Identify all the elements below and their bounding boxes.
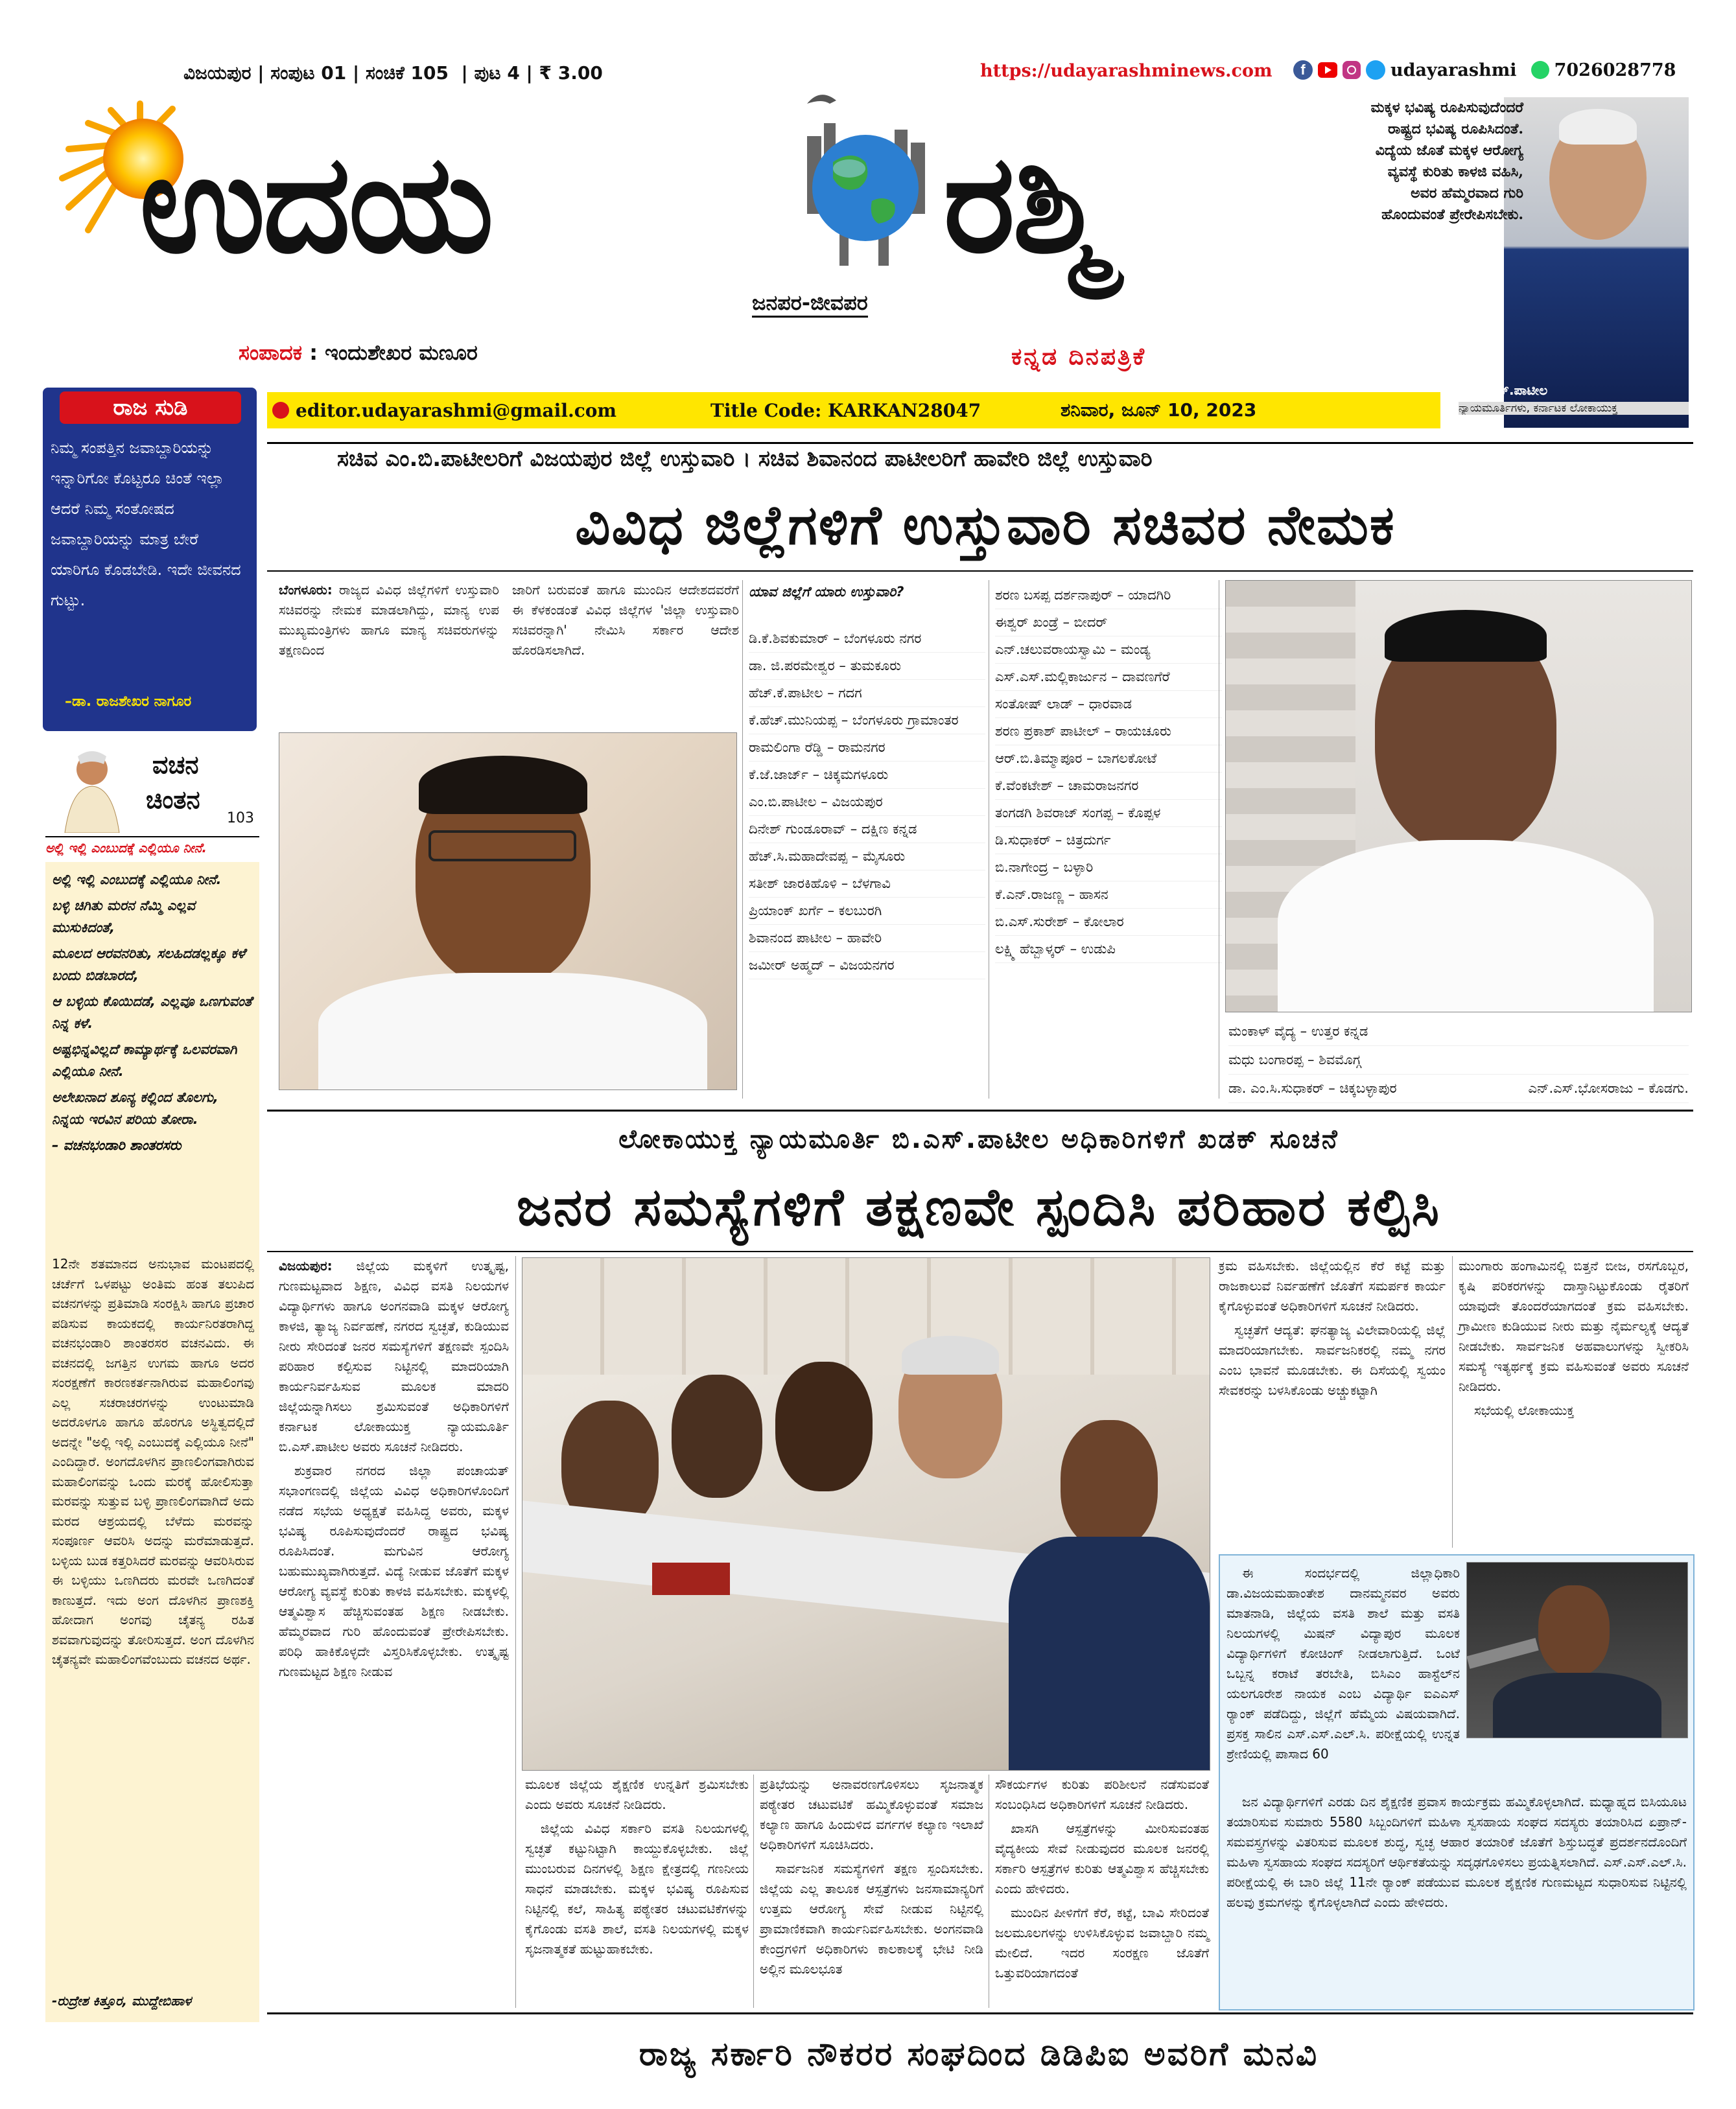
story2-kicker: ಲೋಕಾಯುಕ್ತ ನ್ಯಾಯಮೂರ್ತಿ ಬಿ.ಎಸ್.ಪಾಟೀಲ ಅಧಿಕಾರಿಗಳಿಗೆ ಖಡಕ್ ಸೂಚನೆ [618,1124,1339,1154]
quote-author: – ಬಿ.ಎಸ್.ಪಾಟೀಲ [1465,382,1548,398]
list-item: ಹೆಚ್.ಸಿ.ಮಹಾದೇವಪ್ಪ – ಮೈಸೂರು [749,843,985,870]
story2-col5b-text: ಸ್ವಚ್ಛತೆಗೆ ಆದ್ಯತೆ: ಘನತ್ಯಾಜ್ಯ ವಿಲೇವಾರಿಯಲ್ಲಿ ಜಿಲ್ಲೆ ಮಾದರಿಯಾಗಬೇಕು. ಸಾರ್ವಜನಿಕರಲ್ಲಿ ನಮ್ಮ ನಗರ ಎಂಬ ಭಾವನೆ ಮೂಡಬೇಕು. ಈ ದಿಸೆಯಲ್ಲಿ ಸ್ವಯಂ ಸೇವಕರನ್ನು ಬಳಸಿಕೊಂಡು ಅಚ್ಚುಕಟ್ಟಾಗಿ [1219,1322,1446,1398]
poem-line: ಬಳ್ಳಿ ಚಿಗಿತು ಮರನ ನೆಮ್ಮಿ ಎಲ್ಲವ ಮುಸುಕಿದಂತೆ, [52,898,195,935]
list-item: ಆರ್.ಬಿ.ತಿಮ್ಮಾಪೂರ – ಬಾಗಲಕೋಟೆ [995,745,1222,773]
list-item: ಮಧು ಬಂಗಾರಪ್ಪ – ಶಿವಮೊಗ್ಗ [1228,1052,1361,1067]
list-row [1228,1075,1689,1103]
story1-kicker: ಸಚಿವ ಎಂ.ಬಿ.ಪಾಟೀಲರಿಗೆ ವಿಜಯಪುರ ಜಿಲ್ಲೆ ಉಸ್ತುವಾರಿ । ಸಚಿವ ಶಿವಾನಂದ ಪಾಟೀಲರಿಗೆ ಹಾವೇರಿ ಜಿಲ್ಲೆ ಉಸ್ತುವಾರಿ [337,446,1153,472]
website-link[interactable]: https://udayarashminews.com [980,61,1273,81]
issue-label: ಸಂಚಿಕೆ 105 [366,62,449,84]
globe-icon [781,78,950,272]
divider [267,442,1693,444]
list-item: ಸಂತೋಷ್ ಲಾಡ್ – ಧಾರವಾಡ [995,691,1222,718]
price-label: ₹ 3.00 [539,62,603,84]
story1-lead2 [512,580,739,664]
portrait-photo [1504,97,1689,428]
poem-line: ಮೂಲದ ಆರವನರಿತು, ಸಲಹಿದಡಲ್ಲಕ್ಕೂ ಕಳೆ ಬಂದು ಬಿಡಬಾರದೆ, [52,946,246,983]
bottom-headline: ರಾಜ್ಯ ಸರ್ಕಾರಿ ನೌಕರರ ಸಂಘದಿಂದ ಡಿಡಿಪಿಐ ಅವರಿಗೆ ಮನವಿ [639,2035,1319,2073]
list-item: ಕೆ.ಜೆ.ಜಾರ್ಜ್ – ಚಿಕ್ಕಮಗಳೂರು [749,762,985,789]
quote-box [1361,97,1689,434]
list-item: ಡಾ. ಎಂ.ಸಿ.ಸುಧಾಕರ್ – ಚಿಕ್ಕಬಳ್ಳಾಪುರ [1228,1080,1397,1096]
story1-dateline: ಬೆಂಗಳೂರು: [279,582,333,598]
list-item: ಎನ್.ಎಸ್.ಭೋಸರಾಜು – ಕೊಡಗು. [1528,1080,1689,1096]
vachana-headline: ಅಲ್ಲಿ ಇಲ್ಲಿ ಎಂಬುದಕ್ಕೆ ಎಲ್ಲಿಯೂ ನೀನೆ. [45,840,207,856]
poem-line: ಅಲೇಖನಾದ ಶೂನ್ಯ ಕಲ್ಲಿಂದ ತೊಲಗು, ನಿನ್ನಯ ಇರವಿನ ಪರಿಯ ತೋರಾ. [52,1089,218,1127]
list-item: ಈಶ್ವರ್ ಖಂಡ್ರೆ – ಬೀದರ್ [995,609,1222,636]
story2-col2-text: ಮೂಲಕ ಜಿಲ್ಲೆಯ ಶೈಕ್ಷಣಿಕ ಉನ್ನತಿಗೆ ಶ್ರಮಿಸಬೇಕು ಎಂದು ಅವರು ಸೂಚನೆ ನೀಡಿದರು. [525,1777,749,1812]
story1-lead2-text: ಜಾರಿಗೆ ಬರುವಂತೆ ಹಾಗೂ ಮುಂದಿನ ಆದೇಶದವರೆಗೆ ಈ ಕೆಳಕಂಡಂತೆ ವಿವಿಧ ಜಿಲ್ಲೆಗಳ 'ಜಿಲ್ಲಾ ಉಸ್ತುವಾರಿ ಸಚಿವರನ್ನಾಗಿ' ನೇಮಿಸಿ ಸರ್ಕಾರ ಆದೇಶ ಹೊರಡಿಸಲಾಗಿದೆ. [512,582,739,658]
list-item: ತಂಗಡಗಿ ಶಿವರಾಜ್ ಸಂಗಪ್ಪ – ಕೊಪ್ಪಳ [995,800,1222,827]
info-strip [267,392,1440,428]
vachana-poem [52,868,254,1156]
poem-line: ಅಲ್ಲಿ ಇಲ್ಲಿ ಎಂಬುದಕ್ಕೆ ಎಲ್ಲಿಯೂ ನೀನೆ. [52,872,222,887]
story2-col6-text: ಮುಂಗಾರು ಹಂಗಾಮಿನಲ್ಲಿ ಬಿತ್ತನೆ ಬೀಜ, ರಸಗೊಬ್ಬರ, ಕೃಷಿ ಪರಿಕರಗಳನ್ನು ದಾಸ್ತಾನಿಟ್ಟುಕೊಂಡು ರೈತರಿಗೆ ಯಾವುದೇ ತೊಂದರೆಯಾಗದಂತೆ ಕ್ರಮ ವಹಿಸಬೇಕು. ಗ್ರಾಮೀಣ ಕುಡಿಯುವ ನೀರು ಮತ್ತು ನೈರ್ಮಲ್ಯಕ್ಕೆ ಆದ್ಯತೆ ನೀಡಬೇಕು. ಸಾರ್ವಜನಿಕ ಅಹವಾಲುಗಳನ್ನು ಸ್ವೀಕರಿಸಿ ಸಮಸ್ಯೆ ಇತ್ಯರ್ಥಕ್ಕೆ ಕ್ರಮ ವಹಿಸುವಂತೆ ಅವರು ಸೂಚನೆ ನೀಡಿದರು. [1459,1258,1689,1394]
divider [267,1110,1693,1112]
list-item: ಡಾ. ಜಿ.ಪರಮೇಶ್ವರ – ತುಮಕೂರು [749,653,985,680]
list-item: ಕೆ.ಎನ್.ರಾಜಣ್ಣ – ಹಾಸನ [995,881,1222,909]
basavanna-icon [58,749,126,833]
story1-headline: ವಿವಿಧ ಜಿಲ್ಲೆಗಳಿಗೆ ಉಸ್ತುವಾರಿ ಸಚಿವರ ನೇಮಕ [575,493,1396,557]
title-right: ರಶ್ಮಿ [943,124,1103,283]
minister-photo [279,732,737,1090]
dc-photo [1466,1562,1688,1738]
story2-dateline: ವಿಜಯಪುರ: [279,1258,333,1274]
vachana-title1: ವಚನ [152,751,199,779]
list-item: ಬಿ.ಎಸ್.ಸುರೇಶ್ – ಕೋಲಾರ [995,909,1222,936]
divider [267,1251,1693,1252]
twitter-icon[interactable] [1366,60,1385,80]
sidebar-text1: ಈ ಸಂದರ್ಭದಲ್ಲಿ ಜಿಲ್ಲಾಧಿಕಾರಿ ಡಾ.ವಿಜಯಮಹಾಂತೇಶ ದಾನಮ್ಮನವರ ಅವರು ಮಾತನಾಡಿ, ಜಿಲ್ಲೆಯ ವಸತಿ ಶಾಲೆ ಮತ್ತು ವಸತಿ ನಿಲಯಗಳಲ್ಲಿ ಮಿಷನ್ ವಿದ್ಯಾಪುರ ಮೂಲಕ ವಿದ್ಯಾರ್ಥಿಗಳಿಗೆ ಕೋಚಿಂಗ್ ನೀಡಲಾಗುತ್ತಿದೆ. ಒಂಟೆ ಒಬ್ಬನ್ನ ಕರಾಟೆ ತರಬೇತಿ, ಬಿಸಿಎಂ ಹಾಸ್ಟೆಲ್‌ನ ಯಲಗೂರೇಶ ನಾಯಕ ಎಂಬ ವಿದ್ಯಾರ್ಥಿ ಐಎಎಸ್ ರ್‍ಯಾಂಕ್ ಪಡೆದಿದ್ದು, ಜಿಲ್ಲೆಗೆ ಹೆಮ್ಮೆಯ ವಿಷಯವಾಗಿದೆ. ಪ್ರಸಕ್ತ ಸಾಲಿನ ಎಸ್.ಎಸ್.ಎಲ್.ಸಿ. ಪರೀಕ್ಷೆಯಲ್ಲಿ ಉನ್ನತ ಶ್ರೇಣಿಯಲ್ಲಿ ಪಾಸಾದ 60 [1226,1565,1460,1762]
social-handle: udayarashmi [1390,60,1517,80]
list-item: ಎಂ.ಬಿ.ಪಾಟೀಲ – ವಿಜಯಪುರ [749,789,985,816]
list-item: ಕೆ.ಹೆಚ್.ಮುನಿಯಪ್ಪ – ಬೆಂಗಳೂರು ಗ್ರಾಮಾಂತರ [749,707,985,734]
story1-lead-text: ರಾಜ್ಯದ ವಿವಿಧ ಜಿಲ್ಲೆಗಳಿಗೆ ಉಸ್ತುವಾರಿ ಸಚಿವರನ್ನು ನೇಮಕ ಮಾಡಲಾಗಿದ್ದು, ಮಾನ್ಯ ಉಪ ಮುಖ್ಯಮಂತ್ರಿಗಳು ಹಾಗೂ ಮಾನ್ಯ ಸಚಿವರುಗಳನ್ನು ತಕ್ಷಣದಿಂದ [279,582,499,658]
story2-col4-text: ಸೌಕರ್ಯಗಳ ಕುರಿತು ಪರಿಶೀಲನೆ ನಡೆಸುವಂತೆ ಸಂಬಂಧಿಸಿದ ಅಧಿಕಾರಿಗಳಿಗೆ ಸೂಚನೆ ನೀಡಿದರು. [995,1777,1209,1812]
issue-info: ವಿಜಯಪುರ | ಸಂಪುಟ 01 | ಸಂಚಿಕೆ 105 | ಪುಟ 4 | ₹ 3.00 [183,62,603,84]
list-item: ಬಿ.ನಾಗೇಂದ್ರ – ಬಳ್ಳಾರಿ [995,854,1222,881]
minister-list-3 [1228,1018,1689,1103]
story2-col1b-text: ಶುಕ್ರವಾರ ನಗರದ ಜಿಲ್ಲಾ ಪಂಚಾಯತ್ ಸಭಾಂಗಣದಲ್ಲಿ ಜಿಲ್ಲೆಯ ವಿವಿಧ ಅಧಿಕಾರಿಗಳೊಂದಿಗೆ ನಡೆದ ಸಭೆಯ ಅಧ್ಯಕ್ಷತೆ ವಹಿಸಿದ್ದ ಅವರು, ಮಕ್ಕಳ ಭವಿಷ್ಯ ರೂಪಿಸುವುದೆಂದರೆ ರಾಷ್ಟ್ರದ ಭವಿಷ್ಯ ರೂಪಿಸಿದಂತೆ. ಮಗುವಿನ ಆರೋಗ್ಯ ಬಹುಮುಖ್ಯವಾಗಿರುತ್ತದೆ. ವಿದ್ಯೆ ನೀಡುವ ಜೊತೆಗೆ ಮಕ್ಕಳ ಆರೋಗ್ಯ ವ್ಯವಸ್ಥೆ ಕುರಿತು ಕಾಳಜಿ ವಹಿಸಬೇಕು. ಮಕ್ಕಳಲ್ಲಿ ಆತ್ಮವಿಶ್ವಾಸ ಹೆಚ್ಚಿಸುವಂತಹ ಶಿಕ್ಷಣ ನೀಡಬೇಕು. ಹೆಮ್ಮರವಾದ ಗುರಿ ಹೊಂದುವಂತೆ ಪ್ರೇರೇಪಿಸಬೇಕು. ಪರಿಧಿ ಹಾಕಿಕೊಳ್ಳದೇ ವಿಸ್ತರಿಸಿಕೊಳ್ಳಬೇಕು. ಉತ್ಕೃಷ್ಟ ಗುಣಮಟ್ಟದ ಶಿಕ್ಷಣ ನೀಡುವ [279,1463,509,1679]
raja-sudi-author: –ಡಾ. ರಾಜಶೇಖರ ನಾಗೂರ [65,693,192,710]
vachana-body: 12ನೇ ಶತಮಾನದ ಅನುಭಾವ ಮಂಟಪದಲ್ಲಿ ಚರ್ಚೆಗೆ ಒಳಪಟ್ಟು ಅಂತಿಮ ಹಂತ ತಲುಪಿದ ವಚನಗಳನ್ನು ಪ್ರತಿಮಾಡಿ ಸಂರಕ್ಷಿಸಿ ಹಾಗೂ ಪ್ರಚಾರ ಪಡಿಸುವ ಕಾಯಕದಲ್ಲಿ ಕಾರ್ಯನಿರತರಾಗಿದ್ದ ವಚನಭಂಡಾರಿ ಶಾಂತರಸರ ವಚನವಿದು. ಈ ವಚನದಲ್ಲಿ ಜಗತ್ತಿನ ಉಗಮ ಹಾಗೂ ಅದರ ಸಂರಕ್ಷಣೆಗೆ ಕಾರಣಕರ್ತನಾಗಿರುವ ಮಹಾಲಿಂಗವು ಎಲ್ಲ ಸಚರಾಚರಗಳನ್ನು ಉಂಟುಮಾಡಿ ಅದರೊಳಗೂ ಹಾಗೂ ಹೊರಗೂ ಅಸ್ಥಿತ್ವದಲ್ಲಿದೆ ಅದನ್ನೇ "ಅಲ್ಲಿ ಇಲ್ಲಿ ಎಂಬುದಕ್ಕೆ ಎಲ್ಲಿಯೂ ನೀನೆ" ಎಂದಿದ್ದಾರೆ. ಅಂಗದೊಳಗಿನ ಪ್ರಾಣಲಿಂಗವಾಗಿರುವ ಮಹಾಲಿಂಗವನ್ನು ಒಂದು ಮರಕ್ಕೆ ಹೋಲಿಸುತ್ತಾ ಮರವನ್ನು ಸುತ್ತುವ ಬಳ್ಳಿ ಪ್ರಾಣಲಿಂಗವಾಗಿದೆ ಅದು ಮರದ ಆಶ್ರಯದಲ್ಲಿ ಬೆಳೆದು ಮರವನ್ನು ಸಂಪೂರ್ಣ ಆವರಿಸಿ ಅದನ್ನು ಮರೆಮಾಡುತ್ತದೆ. ಬಳ್ಳಿಯ ಬುಡ ಕತ್ತರಿಸಿದರೆ ಮರವನ್ನು ಆವರಿಸಿರುವ ಈ ಬಳ್ಳಿಯು ಒಣಗಿದರು ಮರವೇ ಒಣಗಿದಂತೆ ಕಾಣುತ್ತದೆ. ಇದು ಅಂಗ ದೊಳಗಿನ ಪ್ರಾಣಶಕ್ತಿ ಹೋದಾಗ ಅಂಗವು ಚೈತನ್ಯ ರಹಿತ ಶವವಾಗುವುದನ್ನು ತೋರಿಸುತ್ತದೆ. ಅಂಗ ದೊಳಗಿನ ಚೈತನ್ಯವೇ ಮಹಾಲಿಂಗವೆಂಬುದು ವಚನದ ಅರ್ಥ. [52,1256,254,1667]
list-item: ಎನ್.ಚಲುವರಾಯಸ್ವಾಮಿ – ಮಂಡ್ಯ [995,636,1222,664]
divider [515,1256,516,2008]
list-item: ಶರಣ ಬಸಪ್ಪ ದರ್ಶನಾಪುರ್ – ಯಾದಗಿರಿ [995,582,1222,609]
story2-col4c-text: ಮುಂದಿನ ಪೀಳಿಗೆಗೆ ಕೆರೆ, ಕಟ್ಟೆ, ಬಾವಿ ಸೇರಿದಂತೆ ಜಲಮೂಲಗಳನ್ನು ಉಳಿಸಿಕೊಳ್ಳುವ ಜವಾಬ್ದಾರಿ ನಮ್ಮ ಮೇಲಿದೆ. ಇದರ ಸಂರಕ್ಷಣ ಜೊತೆಗೆ ಒತ್ತುವರಿಯಾಗದಂತೆ [995,1905,1209,1981]
list-item: ಡಿ.ಕೆ.ಶಿವಕುಮಾರ್ – ಬೆಂಗಳೂರು ನಗರ [749,625,985,653]
list-item: ಶಿವಾನಂದ ಪಾಟೀಲ – ಹಾವೇರಿ [749,925,985,952]
minister-list-1 [749,625,985,979]
story2-col5-text: ಕ್ರಮ ವಹಿಸಬೇಕು. ಜಿಲ್ಲೆಯಲ್ಲಿನ ಕೆರೆ ಕಟ್ಟೆ ಮತ್ತು ರಾಜಕಾಲುವೆ ನಿರ್ವಹಣೆಗೆ ಜೊತೆಗೆ ಸಮರ್ಪಕ ಕಾರ್ಯ ಕೈಗೊಳ್ಳುವಂತೆ ಅಧಿಕಾರಿಗಳಿಗೆ ಸೂಚನೆ ನೀಡಿದರು. [1219,1258,1446,1314]
list-item: ಶರಣ ಪ್ರಕಾಶ್ ಪಾಟೀಲ್ – ರಾಯಚೂರು [995,718,1222,745]
minister-list-2 [995,582,1222,963]
divider [267,2012,1693,2014]
poem-line: ಆ ಬಳ್ಳಿಯ ಕೊಯಿದಡೆ, ಎಲ್ಲವೂ ಒಣಗುವಂತೆ ನಿನ್ನ ಕಳೆ. [52,994,252,1031]
story2-col4b-text: ಖಾಸಗಿ ಆಸ್ಪತ್ರೆಗಳನ್ನು ಮೀರಿಸುವಂತಹ ವೈದ್ಯಕೀಯ ಸೇವೆ ನೀಡುವುದರ ಮೂಲಕ ಜನರಲ್ಲಿ ಸರ್ಕಾರಿ ಆಸ್ಪತ್ರೆಗಳ ಕುರಿತು ಆತ್ಮವಿಶ್ವಾಸ ಹೆಚ್ಚಿಸಬೇಕು ಎಂದು ಹೇಳಿದರು. [995,1821,1209,1896]
mail-icon [272,402,289,419]
instagram-icon[interactable] [1343,61,1361,79]
editor-line [239,340,478,366]
list-item: ಕೆ.ವೆಂಕಟೇಶ್ – ಚಾಮರಾಜನಗರ [995,773,1222,800]
whatsapp-icon[interactable] [1531,61,1549,79]
vachana-author: -ರುದ್ರೇಶ ಕಿತ್ತೂರ, ಮುದ್ದೇಬಿಹಾಳ [52,1993,191,2009]
vachana-number: 103 [227,810,254,826]
raja-sudi-title: ರಾಜ ಸುಡಿ [60,391,241,424]
list-item: ಜಮೀರ್ ಅಹ್ಮದ್ – ವಿಜಯನಗರ [749,952,985,979]
quote-text: ಮಕ್ಕಳ ಭವಿಷ್ಯ ರೂಪಿಸುವುದೆಂದರೆ ರಾಷ್ಟ್ರದ ಭವಿಷ್ಯ ರೂಪಿಸಿದಂತೆ. ವಿದ್ಯೆಯ ಜೊತೆ ಮಕ್ಕಳ ಆರೋಗ್ಯ ವ್ಯವಸ್ಥೆ ಕುರಿತು ಕಾಳಜಿ ವಹಿಸಿ, ಅವರ ಹೆಮ್ಮರವಾದ ಗುರಿ ಹೊಂದುವಂತೆ ಪ್ರೇರೇಪಿಸಬೇಕು. [1370,99,1523,223]
divider [742,580,743,1099]
issue-date: ಶನಿವಾರ, ಜೂನ್ 10, 2023 [1061,399,1257,421]
quote-author-title: ನ್ಯಾಯಮೂರ್ತಿಗಳು, ಕರ್ನಾಟಕ ಲೋಕಾಯುಕ್ತ [1459,402,1689,415]
story2-col3b-text: ಸಾರ್ವಜನಿಕ ಸಮಸ್ಯೆಗಳಿಗೆ ತಕ್ಷಣ ಸ್ಪಂದಿಸಬೇಕು. ಜಿಲ್ಲೆಯ ಎಲ್ಲ ತಾಲೂಕ ಆಸ್ಪತ್ರೆಗಳು ಜನಸಾಮಾನ್ಯರಿಗೆ ಉತ್ತಮ ಆರೋಗ್ಯ ಸೇವೆ ನೀಡುವ ನಿಟ್ಟಿನಲ್ಲಿ ಪ್ರಾಮಾಣಿಕವಾಗಿ ಕಾರ್ಯನಿರ್ವಹಿಸಬೇಕು. ಅಂಗನವಾಡಿ ಕೇಂದ್ರಗಳಿಗೆ ಅಧಿಕಾರಿಗಳು ಕಾಲಕಾಲಕ್ಕೆ ಭೇಟಿ ನೀಡಿ ಅಲ್ಲಿನ ಮೂಲಭೂತ [760,1861,983,1977]
list-item: ಮಂಕಾಳ್ ವೈದ್ಯ – ಉತ್ತರ ಕನ್ನಡ [1228,1018,1689,1046]
list-item: ಸತೀಶ್ ಜಾರಕಿಹೊಳಿ – ಬೆಳಗಾವಿ [749,870,985,898]
poem-line: ಅಷ್ಟಭಿನ್ನವಿಲ್ಲದೆ ಕಾಮ್ಯಾರ್ಥಕ್ಕೆ ಒಲವರವಾಗಿ ಎಲ್ಲಿಯೂ ನೀನೆ. [52,1042,237,1079]
title-code: Title Code: KARKAN28047 [710,399,981,421]
minister2-photo [1225,580,1692,1012]
paper-type: ಕನ್ನಡ ದಿನಪತ್ರಿಕೆ [1011,344,1147,370]
story2-col2b-text: ಜಿಲ್ಲೆಯ ವಿವಿಧ ಸರ್ಕಾರಿ ವಸತಿ ನಿಲಯಗಳಲ್ಲಿ ಸ್ವಚ್ಛತೆ ಕಟ್ಟುನಿಟ್ಟಾಗಿ ಕಾಯ್ದುಕೊಳ್ಳಬೇಕು. ಜಿಲ್ಲೆ ಮುಂಬರುವ ದಿನಗಳಲ್ಲಿ ಶಿಕ್ಷಣ ಕ್ಷೇತ್ರದಲ್ಲಿ ಗಣನೀಯ ಸಾಧನೆ ಮಾಡಬೇಕು. ಮಕ್ಕಳ ಭವಿಷ್ಯ ರೂಪಿಸುವ ನಿಟ್ಟಿನಲ್ಲಿ ಕಲೆ, ಸಾಹಿತ್ಯ ಪಠ್ಯೇತರ ಚಟುವಟಿಕೆಗಳನ್ನು ಕೈಗೊಂಡು ವಸತಿ ಶಾಲೆ, ವಸತಿ ನಿಲಯಗಳಲ್ಲಿ ಮಕ್ಕಳ ಸೃಜನಾತ್ಮಕತೆ ಹುಟ್ಟುಹಾಕಬೇಕು. [525,1821,749,1957]
story2-col3-text: ಪ್ರತಿಭೆಯನ್ನು ಅನಾವರಣಗೊಳಿಸಲು ಸೃಜನಾತ್ಮಕ ಪಠ್ಯೇತರ ಚಟುವಟಿಕೆ ಹಮ್ಮಿಕೊಳ್ಳುವಂತೆ ಸಮಾಜ ಕಲ್ಯಾಣ ಹಾಗೂ ಹಿಂದುಳಿದ ವರ್ಗಗಳ ಕಲ್ಯಾಣ ಇಲಾಖೆ ಅಧಿಕಾರಿಗಳಿಗೆ ಸೂಚಿಸಿದರು. [760,1777,983,1852]
tagline: ಜನಪರ-ಜೀವಪರ [752,290,868,318]
volume-label: ಸಂಪುಟ 01 [270,62,347,84]
list-item: ಡಿ.ಸುಧಾಕರ್ – ಚಿತ್ರದುರ್ಗ [995,827,1222,854]
social-bar [1293,57,1676,83]
email-address[interactable]: editor.udayarashmi@gmail.com [296,399,617,421]
list-row [1228,1046,1689,1075]
pages-label: ಪುಟ 4 [474,62,520,84]
meeting-photo [522,1257,1210,1771]
title-left: ಉದಯ [139,124,492,283]
list-item: ಎಸ್.ಎಸ್.ಮಲ್ಲಿಕಾರ್ಜುನ – ದಾವಣಗೆರೆ [995,664,1222,691]
story2-col6b-text: ಸಭೆಯಲ್ಲಿ ಲೋಕಾಯುಕ್ತ [1474,1403,1575,1418]
story2-col1-text: ಜಿಲ್ಲೆಯ ಮಕ್ಕಳಿಗೆ ಉತ್ಕೃಷ್ಟ, ಗುಣಮಟ್ಟವಾದ ಶಿಕ್ಷಣ, ವಿವಿಧ ವಸತಿ ನಿಲಯಗಳ ವಿದ್ಯಾರ್ಥಿಗಳು ಹಾಗೂ ಅಂಗನವಾಡಿ ಮಕ್ಕಳ ಆರೋಗ್ಯ ಕಾಳಜಿ, ತ್ಯಾಜ್ಯ ನಿರ್ವಹಣೆ, ನಗರದ ಸ್ವಚ್ಛತೆ, ಕುಡಿಯುವ ನೀರು ಸೇರಿದಂತೆ ಜನರ ಸಮಸ್ಯೆಗಳಿಗೆ ತಕ್ಷಣವೇ ಸ್ಪಂದಿಸಿ ಪರಿಹಾರ ಕಲ್ಪಿಸುವ ನಿಟ್ಟಿನಲ್ಲಿ ಮಾದರಿಯಾಗಿ ಕಾರ್ಯನಿರ್ವಹಿಸುವ ಮೂಲಕ ಮಾದರಿ ಜಿಲ್ಲೆಯನ್ನಾಗಿಸಲು ಶ್ರಮಿಸುವಂತೆ ಅಧಿಕಾರಿಗಳಿಗೆ ಕರ್ನಾಟಕ ಲೋಕಾಯುಕ್ತ ನ್ಯಾಯಮೂರ್ತಿ ಬಿ.ಎಸ್.ಪಾಟೀಲ ಅವರು ಸೂಚನೆ ನೀಡಿದರು. [279,1258,509,1454]
place-label: ವಿಜಯಪುರ [183,62,252,84]
story2-col2 [525,1775,749,1963]
dc-sidebar-text1 [1226,1563,1460,1768]
story2-col6 [1459,1256,1689,1425]
vachana-title2: ಚಿಂತನ [146,786,200,814]
vachana-poet: – ವಚನಭಂಡಾರಿ ಶಾಂತರಸರು [52,1137,182,1153]
story2-col1 [279,1256,509,1686]
story2-col3 [760,1775,983,1983]
list-item: ದಿನೇಶ್ ಗುಂಡೂರಾವ್ – ದಕ್ಷಿಣ ಕನ್ನಡ [749,816,985,843]
dc-sidebar-text2 [1226,1792,1687,1917]
list-item: ರಾಮಲಿಂಗಾ ರೆಡ್ಡಿ – ರಾಮನಗರ [749,734,985,762]
divider [753,1775,754,2008]
list-item: ಪ್ರಿಯಾಂಕ್ ಖರ್ಗೆ – ಕಲಬುರಗಿ [749,898,985,925]
sidebar-text2: ಜನ ವಿದ್ಯಾರ್ಥಿಗಳಿಗೆ ಎರಡು ದಿನ ಶೈಕ್ಷಣಿಕ ಪ್ರವಾಸ ಕಾರ್ಯಕ್ರಮ ಹಮ್ಮಿಕೊಳ್ಳಲಾಗಿದೆ. ಮಧ್ಯಾಹ್ನದ ಬಿಸಿಯೂಟ ತಯಾರಿಸುವ ಸುಮಾರು 5580 ಸಿಬ್ಬಂದಿಗಳಿಗೆ ಮಹಿಳಾ ಸ್ವಸಹಾಯ ಸಂಘದ ಸದಸ್ಯರು ತಯಾರಿಸಿದ ಏಪ್ರಾನ್-ಸಮವಸ್ತ್ರಗಳನ್ನು ವಿತರಿಸುವ ಮೂಲಕ ಶುದ್ಧ, ಸ್ವಚ್ಛ ಆಹಾರ ತಯಾರಿಕೆ ಜೊತೆಗೆ ಶಿಸ್ತುಬದ್ಧತೆ ಪ್ರದರ್ಶನದೊಂದಿಗೆ ಮಹಿಳಾ ಸ್ವಸಹಾಯ ಸಂಘದ ಸದಸ್ಯರಿಗೆ ಆರ್ಥಿಕತೆಯನ್ನು ಸದೃಢಗೊಳಿಸಲು ಪ್ರಯತ್ನಿಸಲಾಗಿದೆ. ಎಸ್.ಎಸ್.ಎಲ್.ಸಿ. ಪರೀಕ್ಷೆಯಲ್ಲಿ ಈ ಬಾರಿ ಜಿಲ್ಲೆ 11ನೇ ರ್‍ಯಾಂಕ್ ಪಡೆಯುವ ಮೂಲಕ ಶೈಕ್ಷಣಿಕ ಗುಣಮಟ್ಟದ ಸುಧಾರಿಸುವ ನಿಟ್ಟಿನಲ್ಲಿ ಹಲವು ಕ್ರಮಗಳನ್ನು ಕೈಗೊಳ್ಳಲಾಗಿದೆ ಎಂದು ಹೇಳಿದರು. [1226,1794,1687,1910]
facebook-icon[interactable]: f [1293,60,1313,80]
story2-col5 [1219,1256,1446,1404]
story2-col4 [995,1775,1209,1987]
whatsapp-number: 7026028778 [1554,60,1676,80]
vachana-header [45,745,259,837]
list-item: ಲಕ್ಷ್ಮಿ ಹೆಬ್ಬಾಳ್ಕರ್ – ಉಡುಪಿ [995,936,1222,963]
list-head: ಯಾವ ಜಿಲ್ಲೆಗೆ ಯಾರು ಉಸ್ತುವಾರಿ? [749,584,904,600]
divider [267,570,1693,572]
editor-name: : ಇಂದುಶೇಖರ ಮಣೂರ [309,340,478,365]
story1-lead [279,580,499,664]
youtube-icon[interactable] [1318,62,1337,78]
story2-headline: ಜನರ ಸಮಸ್ಯೆಗಳಿಗೆ ತಕ್ಷಣವೇ ಸ್ಪಂದಿಸಿ ಪರಿಹಾರ ಕಲ್ಪಿಸಿ [517,1177,1441,1237]
list-item: ಹೆಚ್.ಕೆ.ಪಾಟೀಲ – ಗದಗ [749,680,985,707]
raja-sudi-text: ನಿಮ್ಮ ಸಂಪತ್ತಿನ ಜವಾಬ್ದಾರಿಯನ್ನು ಇನ್ನಾರಿಗೋ ಕೊಟ್ಟರೂ ಚಿಂತೆ ಇಲ್ಲಾ ಆದರೆ ನಿಮ್ಮ ಸಂತೋಷದ ಜವಾಬ್ದಾರಿಯನ್ನು ಮಾತ್ರ ಬೇರೆ ಯಾರಿಗೂ ಕೊಡಬೇಡಿ. ಇದೇ ಜೀವನದ ಗುಟ್ಟು. [51,439,241,609]
divider [1452,1256,1453,1548]
editor-label: ಸಂಪಾದಕ [239,340,303,365]
